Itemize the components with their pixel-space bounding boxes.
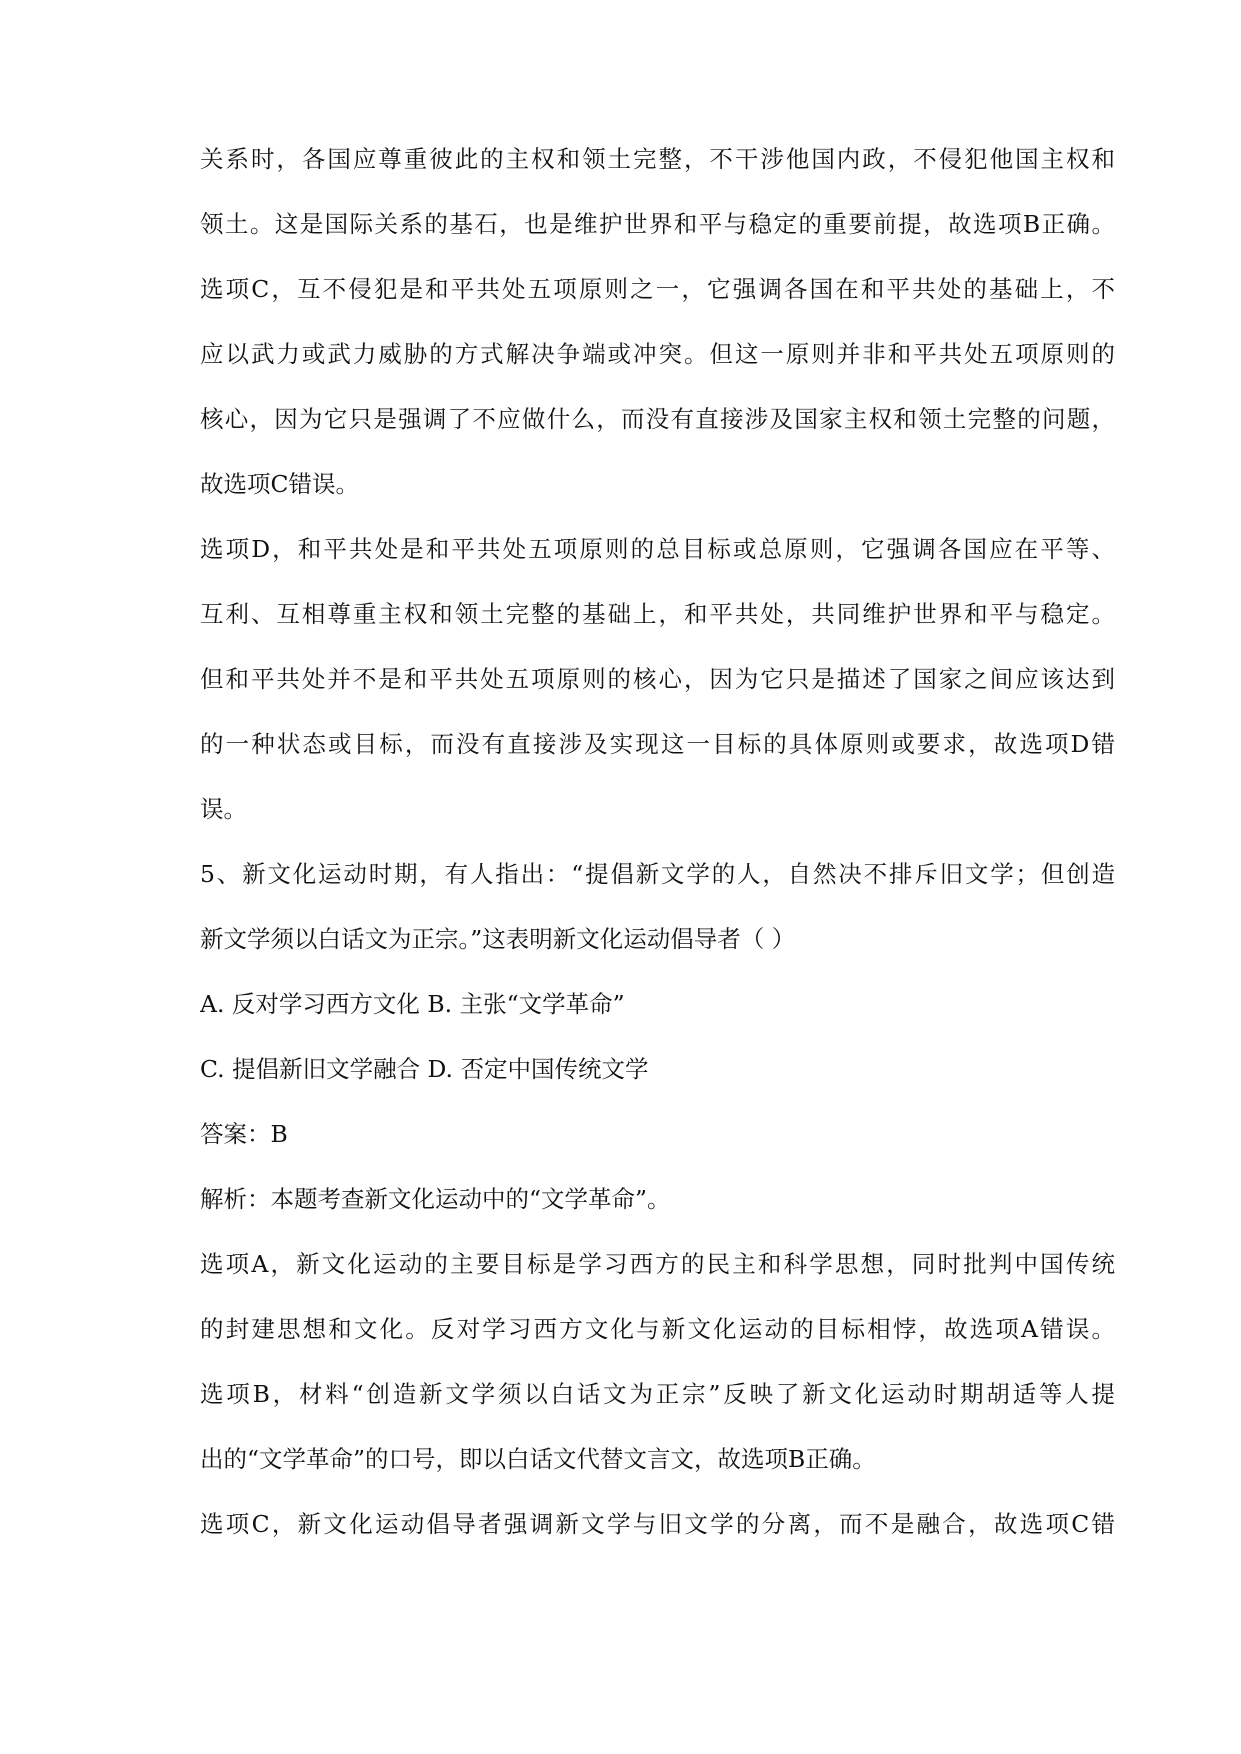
option-line: A. 反对学习西方文化 B. 主张“文学革命” [200,990,625,1018]
text-line: 但和平共处并不是和平共处五项原则的核心，因为它只是描述了国家之间应该达到 [200,665,1115,693]
option-line: C. 提倡新旧文学融合 D. 否定中国传统文学 [200,1055,649,1083]
text-line: 核心，因为它只是强调了不应做什么，而没有直接涉及国家主权和领土完整的问题， [200,405,1115,433]
text-line: 领土。这是国际关系的基石，也是维护世界和平与稳定的重要前提，故选项B正确。 [200,210,1115,238]
question-text: 5、新文化运动时期，有人指出：“提倡新文学的人，自然决不排斥旧文学；但创造 [200,860,1115,888]
text-line: 误。 [200,795,247,823]
analysis-heading: 解析：本题考查新文化运动中的“文学革命”。 [200,1185,671,1213]
text-line: 选项C，新文化运动倡导者强调新文学与旧文学的分离，而不是融合，故选项C错 [200,1510,1115,1538]
text-line: 互利、互相尊重主权和领土完整的基础上，和平共处，共同维护世界和平与稳定。 [200,600,1115,628]
answer-line: 答案：B [200,1120,288,1148]
text-line: 选项B，材料“创造新文学须以白话文为正宗”反映了新文化运动时期胡适等人提 [200,1380,1115,1408]
text-line: 出的“文学革命”的口号，即以白话文代替文言文，故选项B正确。 [200,1445,876,1473]
text-line: 选项C，互不侵犯是和平共处五项原则之一，它强调各国在和平共处的基础上，不 [200,275,1115,303]
text-line: 的一种状态或目标，而没有直接涉及实现这一目标的具体原则或要求，故选项D错 [200,730,1115,758]
text-line: 故选项C错误。 [200,470,359,498]
document-body [200,139,1115,1569]
text-line: 选项D，和平共处是和平共处五项原则的总目标或总原则，它强调各国应在平等、 [200,535,1115,563]
text-line: 选项A，新文化运动的主要目标是学习西方的民主和科学思想，同时批判中国传统 [200,1250,1115,1278]
text-line: 关系时，各国应尊重彼此的主权和领土完整，不干涉他国内政，不侵犯他国主权和 [200,145,1115,173]
question-text: 新文学须以白话文为正宗。”这表明新文化运动倡导者（ ） [200,925,796,953]
text-line: 的封建思想和文化。反对学习西方文化与新文化运动的目标相悖，故选项A错误。 [200,1315,1115,1343]
text-line: 应以武力或武力威胁的方式解决争端或冲突。但这一原则并非和平共处五项原则的 [200,340,1115,368]
